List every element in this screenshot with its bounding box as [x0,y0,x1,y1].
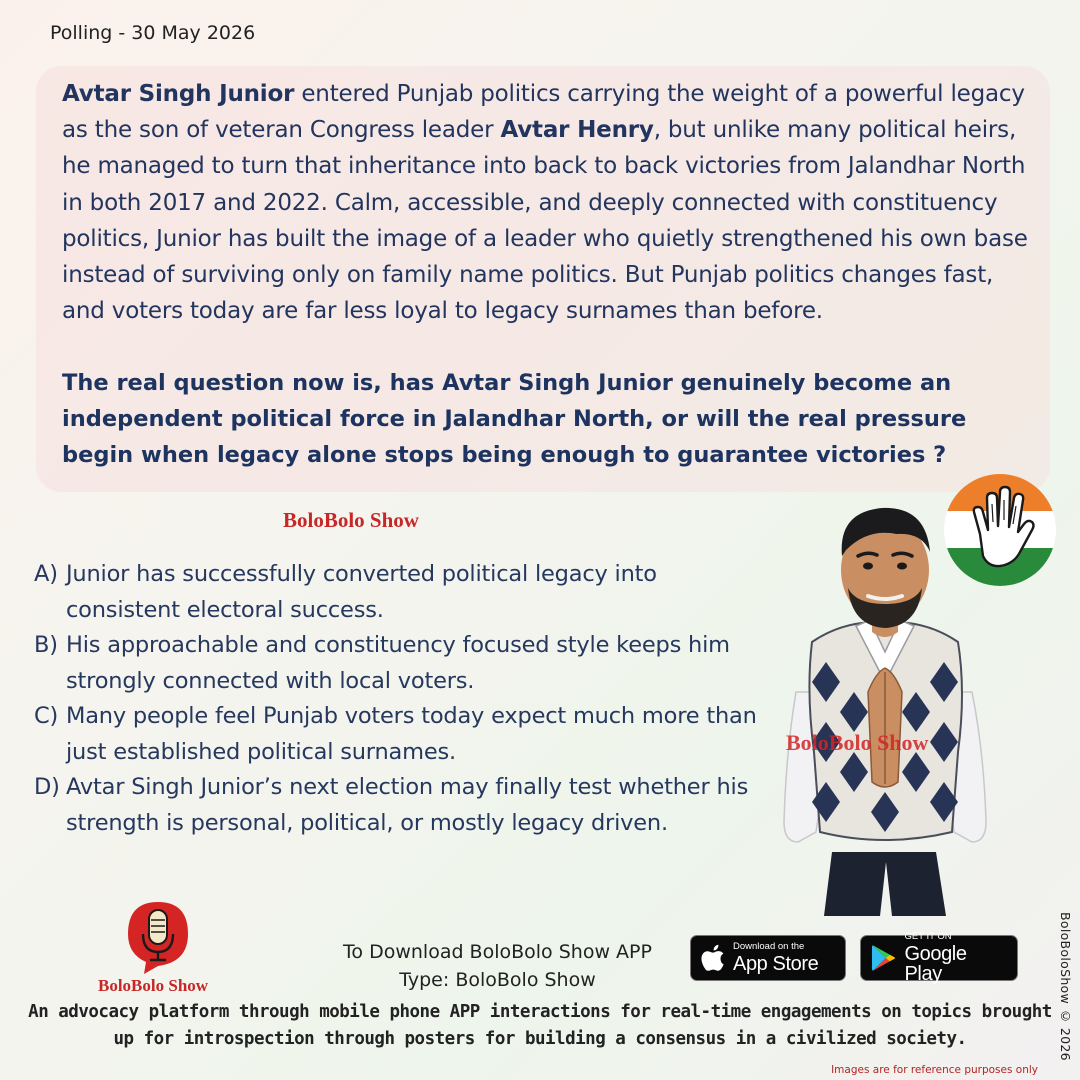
download-line: To Download BoloBolo Show APP [343,941,652,963]
brand-wordmark: BoloBolo Show [283,508,419,532]
play-icon [871,944,896,972]
option-text: His approachable and constituency focused style keeps him strongly connected with local voters. [66,632,730,694]
poll-options [34,557,774,841]
apple-icon [701,944,725,972]
poll-question: The real question now is, has Avtar Singh Junior genuinely become an independent political force in Jalandhar North, or will the real pressure begin when legacy alone stops being enough to guarantee victories ? [62,370,967,468]
google-play-badge[interactable] [860,931,1018,985]
image-disclaimer: Images are for reference purposes only [831,1064,1038,1076]
poll-option-c[interactable] [34,699,774,770]
microphone-icon [124,900,192,974]
option-text: Avtar Singh Junior’s next election may finally test whether his strength is personal, political, or mostly legacy driven. [66,774,749,836]
poll-option-d[interactable] [34,770,774,841]
option-letter: D) [34,774,60,800]
app-store-badge[interactable] [690,935,846,981]
badge-caption: Download on the [733,941,805,953]
option-letter: C) [34,703,59,729]
download-type-line: Type: BoloBolo Show [399,969,596,991]
intro-text-b: , but unlike many political heirs, he managed to turn that inheritance into back to back victories from Jalandhar North in both 2017 and 2022. Calm, accessible, and deeply connected with constituency politics, Junior has built the image of a leader who quietly strengthened his own base instead of surviving only on family name politics. But Punjab politics changes fast, and voters today are far less loyal to legacy surnames than before. [62,117,1028,325]
person-illustration [776,492,994,916]
poll-option-b[interactable] [34,628,774,699]
father-name: Avtar Henry [500,117,654,144]
option-text: Many people feel Punjab voters today expect much more than just established political surnames. [66,703,757,765]
subject-name: Avtar Singh Junior [62,81,295,107]
intro-paragraph [62,76,1037,329]
copyright-notice: BoloBoloShow © 2026 [1058,912,1073,1061]
badge-store-name: Google Play [904,942,967,985]
poll-date: Polling - 30 May 2026 [50,22,256,44]
badge-caption: GET IT ON [904,931,952,943]
option-text: Junior has successfully converted political legacy into consistent electoral success. [66,561,657,623]
option-letter: A) [34,561,58,587]
badge-store-name: App Store [733,952,819,975]
intro-text-a: entered Punjab politics carrying the weight of a powerful legacy as the son of veteran Congress leader [62,81,1025,144]
platform-tagline: An advocacy platform through mobile phone APP interactions for real-time engagements on topics brought up for introspection through posters for building a consensus in a civilized society. [28,1002,1052,1049]
option-letter: B) [34,632,58,658]
footer-wordmark: BoloBolo Show [98,976,209,995]
brand-watermark: BoloBolo Show [786,730,929,755]
download-instructions [300,938,695,994]
poll-option-a[interactable] [34,557,774,628]
